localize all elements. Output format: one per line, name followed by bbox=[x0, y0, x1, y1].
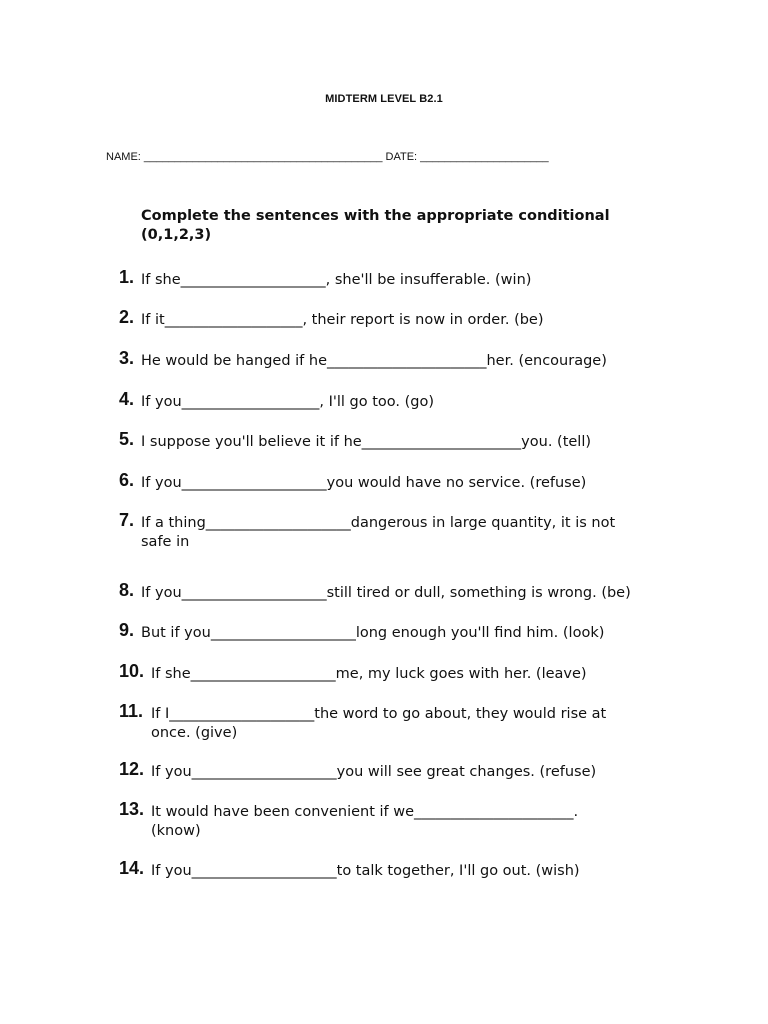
question-text: If a thing____________________dangerous in large quantity, it is not safe in bbox=[141, 515, 616, 550]
question-text: If you____________________you will see great changes. (refuse) bbox=[151, 764, 597, 780]
question-text: If I____________________the word to go about, they would rise at once. (give) bbox=[151, 706, 607, 741]
question-number: 4. bbox=[119, 389, 135, 409]
question-item bbox=[119, 429, 679, 452]
question-item bbox=[119, 661, 679, 684]
question-text: If it___________________, their report is now in order. (be) bbox=[141, 312, 544, 328]
question-item bbox=[119, 580, 679, 603]
question-text: It would have been convenient if we______________________. (know) bbox=[151, 804, 579, 839]
question-text: If you____________________still tired or dull, something is wrong. (be) bbox=[141, 585, 631, 601]
question-number: 6. bbox=[119, 470, 135, 490]
instructions-heading: Complete the sentences with the appropriate conditional (0,1,2,3) bbox=[141, 208, 610, 243]
question-number: 12. bbox=[119, 759, 145, 779]
question-item bbox=[119, 307, 679, 330]
question-number: 8. bbox=[119, 580, 135, 600]
question-item bbox=[119, 389, 679, 412]
page-title: MIDTERM LEVEL B2.1 bbox=[325, 93, 443, 105]
question-text: If you____________________to talk together, I'll go out. (wish) bbox=[151, 863, 580, 879]
question-item bbox=[119, 348, 679, 371]
question-number: 5. bbox=[119, 429, 135, 449]
question-text: If you___________________, I'll go too. (go) bbox=[141, 394, 434, 410]
question-number: 11. bbox=[119, 701, 144, 721]
question-number: 7. bbox=[119, 510, 135, 530]
question-text: I suppose you'll believe it if he______________________you. (tell) bbox=[141, 434, 592, 450]
question-text: If she____________________me, my luck goes with her. (leave) bbox=[151, 666, 587, 682]
question-text: But if you____________________long enough you'll find him. (look) bbox=[141, 625, 605, 641]
question-text: If you____________________you would have no service. (refuse) bbox=[141, 475, 587, 491]
question-item bbox=[119, 470, 679, 493]
question-number: 2. bbox=[119, 307, 135, 327]
question-text: He would be hanged if he______________________her. (encourage) bbox=[141, 353, 607, 369]
question-number: 10. bbox=[119, 661, 145, 681]
question-item bbox=[119, 799, 624, 841]
question-item bbox=[119, 759, 679, 782]
name-date-line: NAME: _______________________________________ DATE: _____________________ bbox=[106, 151, 549, 163]
question-number: 9. bbox=[119, 620, 135, 640]
question-number: 3. bbox=[119, 348, 135, 368]
question-number: 13. bbox=[119, 799, 145, 819]
question-number: 14. bbox=[119, 858, 145, 878]
question-item bbox=[119, 858, 679, 881]
question-item bbox=[119, 267, 679, 290]
question-item bbox=[119, 620, 679, 643]
question-item bbox=[119, 701, 639, 743]
question-text: If she____________________, she'll be insufferable. (win) bbox=[141, 272, 532, 288]
question-item bbox=[119, 510, 649, 552]
question-number: 1. bbox=[119, 267, 135, 287]
